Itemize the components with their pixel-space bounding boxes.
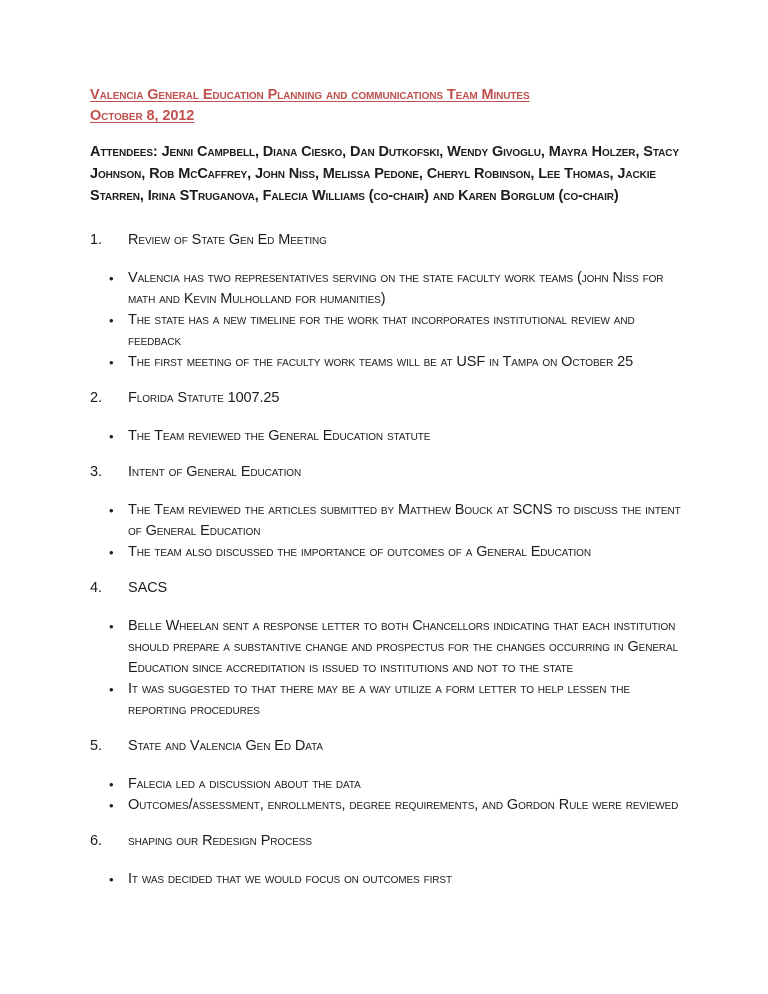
bullet-text: The first meeting of the faculty work teams will be at USF in Tampa on October 25	[128, 354, 634, 370]
section-heading	[90, 388, 684, 409]
bullet-item	[90, 542, 684, 563]
bullet-icon: •	[109, 545, 114, 560]
title-line-2: October 8, 2012	[90, 108, 195, 124]
bullet-text: It was suggested to that there may be a way utilize a form letter to help lessen the reporting procedures	[128, 681, 630, 718]
bullet-item	[90, 426, 684, 447]
section-review-of-state-gen-ed-meeting	[90, 230, 684, 373]
bullet-text: Belle Wheelan sent a response letter to both Chancellors indicating that each institution should prepare a substantive change and prospectus for the changes occurring in General Education since accreditation is issued to institutions and not to the state	[128, 618, 679, 676]
bullet-list	[90, 616, 684, 721]
bullet-text: The Team reviewed the articles submitted by Matthew Bouck at SCNS to discuss the intent of General Education	[128, 502, 681, 539]
bullet-item	[90, 774, 684, 795]
section-number: 4.	[90, 580, 102, 596]
section-florida-statute	[90, 388, 684, 447]
bullet-text: It was decided that we would focus on outcomes first	[128, 871, 452, 887]
bullet-item	[90, 679, 684, 721]
section-number: 2.	[90, 390, 102, 406]
section-sacs	[90, 578, 684, 721]
section-number: 1.	[90, 232, 102, 248]
section-intent-of-general-education	[90, 462, 684, 563]
section-number: 6.	[90, 833, 102, 849]
bullet-text: Falecia led a discussion about the data	[128, 776, 361, 792]
section-state-and-valencia-gen-ed-data	[90, 736, 684, 816]
bullet-item	[90, 869, 684, 890]
bullet-text: The team also discussed the importance of outcomes of a General Education	[128, 544, 591, 560]
bullet-icon: •	[109, 503, 114, 518]
section-heading-text: Florida Statute 1007.25	[128, 390, 280, 406]
bullet-icon: •	[109, 619, 114, 634]
bullet-item	[90, 500, 684, 542]
bullet-text: The state has a new timeline for the work that incorporates institutional review and feedback	[128, 312, 635, 349]
section-number: 3.	[90, 464, 102, 480]
bullet-item	[90, 352, 684, 373]
section-heading-text: State and Valencia Gen Ed Data	[128, 738, 323, 754]
bullet-list	[90, 426, 684, 447]
section-heading	[90, 578, 684, 599]
bullet-icon: •	[109, 313, 114, 328]
bullet-icon: •	[109, 798, 114, 813]
bullet-item	[90, 268, 684, 310]
bullet-list	[90, 268, 684, 373]
bullet-icon: •	[109, 429, 114, 444]
section-heading	[90, 230, 684, 251]
section-number: 5.	[90, 738, 102, 754]
section-heading	[90, 736, 684, 757]
bullet-item	[90, 310, 684, 352]
bullet-list	[90, 869, 684, 890]
bullet-item	[90, 795, 684, 816]
section-heading	[90, 462, 684, 483]
attendees-paragraph: Attendees: Jenni Campbell, Diana Ciesko, Dan Dutkofski, Wendy Givoglu, Mayra Holzer, Stacy Johnson, Rob McCaffrey, John Niss, Melissa Pedone, Cheryl Robinson, Lee Thomas, Jackie Starren, Irina STruganova, Falecia Williams (co-chair) and Karen Borglum (co-chair)	[90, 144, 679, 204]
bullet-icon: •	[109, 355, 114, 370]
bullet-list	[90, 774, 684, 816]
bullet-text: The Team reviewed the General Education statute	[128, 428, 431, 444]
bullet-icon: •	[109, 777, 114, 792]
bullet-text: Valencia has two representatives serving on the state faculty work teams (john Niss for math and Kevin Mulholland for humanities)	[128, 270, 664, 307]
section-shaping-our-redesign-process	[90, 831, 684, 890]
section-heading	[90, 831, 684, 852]
section-heading-text: SACS	[128, 580, 168, 596]
document-title	[90, 85, 684, 127]
section-heading-text: shaping our Redesign Process	[128, 833, 312, 849]
bullet-list	[90, 500, 684, 563]
title-line-1: Valencia General Education Planning and communications Team Minutes	[90, 87, 530, 103]
bullet-icon: •	[109, 872, 114, 887]
bullet-icon: •	[109, 682, 114, 697]
bullet-icon: •	[109, 271, 114, 286]
bullet-text: Outcomes/assessment, enrollments, degree requirements, and Gordon Rule were reviewed	[128, 797, 679, 813]
bullet-item	[90, 616, 684, 679]
section-heading-text: Intent of General Education	[128, 464, 302, 480]
section-heading-text: Review of State Gen Ed Meeting	[128, 232, 327, 248]
